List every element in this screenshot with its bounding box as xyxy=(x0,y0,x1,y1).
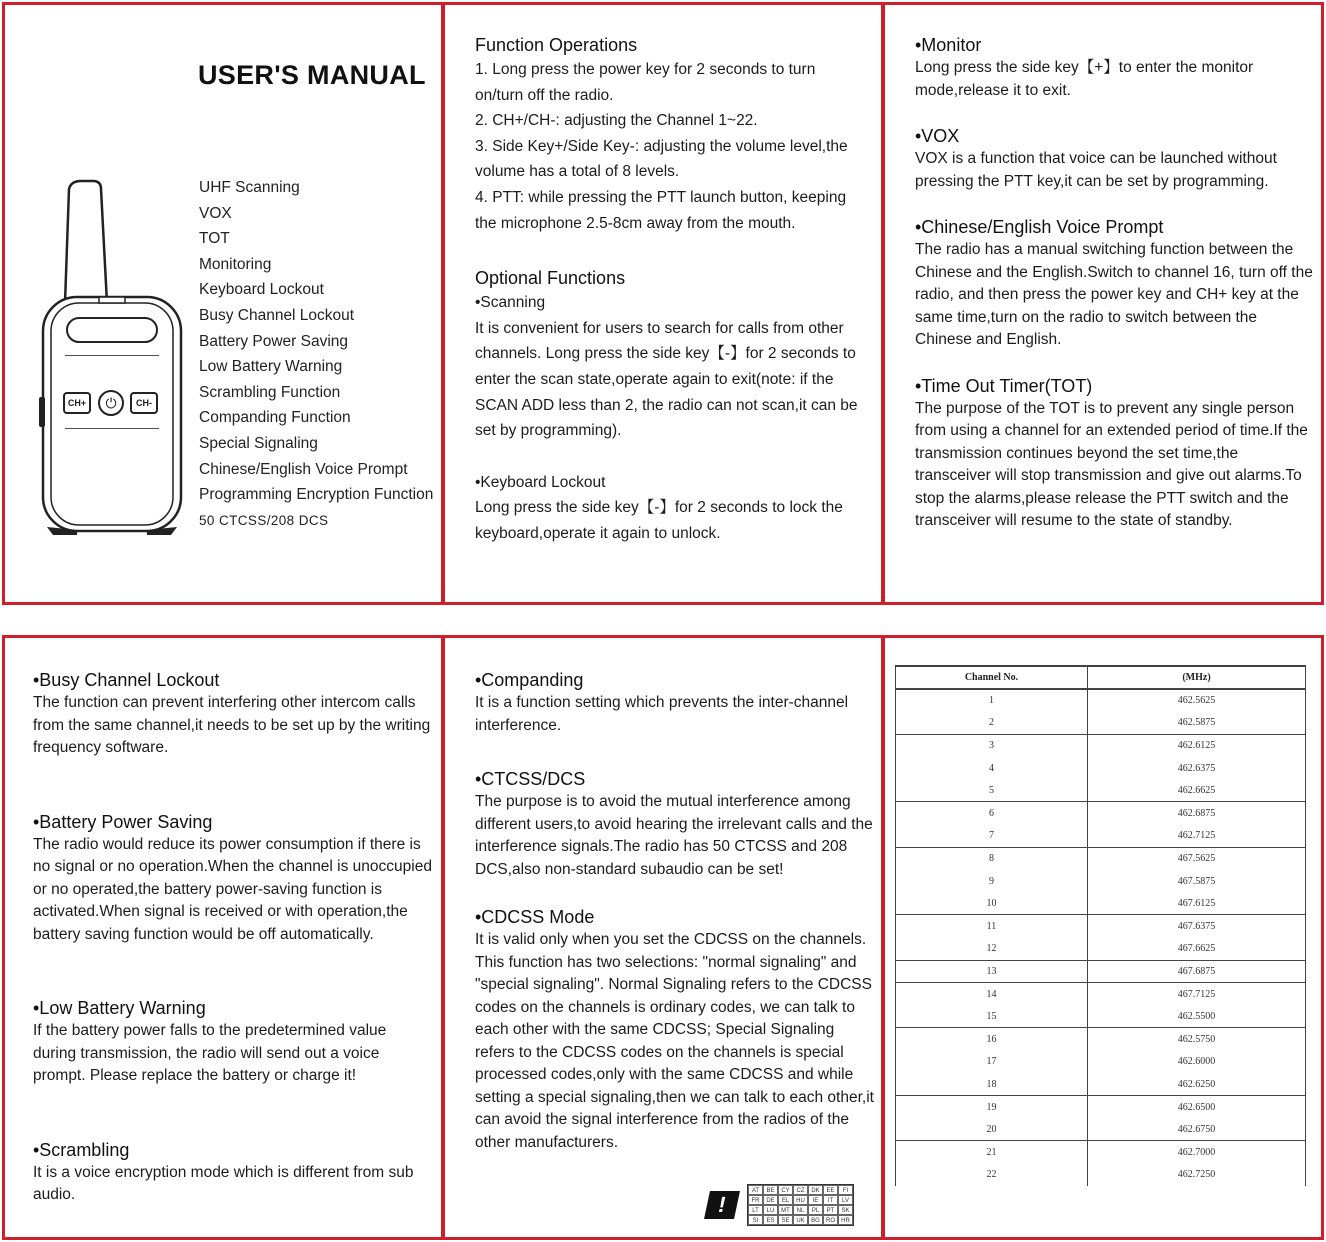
frequency-cell: 462.6250 xyxy=(1088,1073,1306,1096)
features-panel-c xyxy=(442,635,884,1240)
table-row xyxy=(896,802,1306,825)
channel-cell: 13 xyxy=(896,960,1088,983)
frequency-cell: 462.7250 xyxy=(1177,1169,1216,1181)
country-code: SI xyxy=(748,1215,763,1225)
features-panel-b xyxy=(2,635,444,1240)
country-code: BG xyxy=(808,1215,823,1225)
channel-cell: 5 xyxy=(896,779,1088,802)
scanning-title: •Scanning xyxy=(475,294,546,312)
country-code: EL xyxy=(778,1195,793,1205)
channel-cell: 9 xyxy=(896,870,1088,893)
battery-saving-text: The radio would reduce its power consumption if there is no signal or no operation.When the channel is unoccupied or no operated,the battery power-saving function is activated.When signal is received or with operation,the battery saving function would be off automatically. xyxy=(33,835,432,943)
channel-cell: 21 xyxy=(896,1141,1088,1164)
feature-item: Keyboard Lockout xyxy=(199,281,324,299)
ctcss-title: •CTCSS/DCS xyxy=(475,769,586,789)
feature-item: Programming Encryption Function xyxy=(199,486,434,504)
table-row xyxy=(896,825,1306,848)
tot-title: •Time Out Timer(TOT) xyxy=(915,375,1093,396)
ctcss-text: The purpose is to avoid the mutual interference among different users,to avoid hearing the irrelevant calls and the interference signals.The radio has 50 CTCSS and 208 DCS,also non-standard subaudio can be set! xyxy=(475,793,873,878)
frequency-cell: 462.6625 xyxy=(1088,779,1306,802)
feature-item: Special Signaling xyxy=(199,434,318,452)
vox-title: •VOX xyxy=(915,126,960,146)
channel-cell: 11 xyxy=(896,915,1088,938)
scanning-text: It is convenient for users to search for calls from other channels. Long press the side key【-】for 2 seconds to enter the scan state,operate again to exit(note: if the SCAN ADD less than 2, the radio can not scan,it can be set by programming). xyxy=(475,319,858,440)
country-code: CZ xyxy=(793,1185,808,1195)
tot-text: The purpose of the TOT is to prevent any single person from using a channel for an extended period of time.If the transmission continues beyond the set time,the transceiver will stop transmission and give out alarms.To stop the alarms,please release the PTT switch and the transceiver will resume to the state of standby. xyxy=(915,399,1308,529)
channel-cell: 2 xyxy=(896,712,1088,735)
table-row xyxy=(896,712,1306,735)
frequency-cell: 462.6000 xyxy=(1177,1056,1216,1068)
voice-prompt-title: •Chinese/English Voice Prompt xyxy=(915,217,1164,237)
frequency-cell: 467.6875 xyxy=(1088,960,1306,983)
feature-item: Scrambling Function xyxy=(199,383,341,401)
feature-item: Battery Power Saving xyxy=(199,332,349,350)
frequency-cell: 462.5625 xyxy=(1177,695,1216,707)
scrambling-text: It is a voice encryption mode which is different from sub audio. xyxy=(33,1163,414,1203)
frequency-cell: 462.6500 xyxy=(1177,1101,1216,1113)
feature-item: Monitoring xyxy=(199,255,272,273)
table-row xyxy=(896,1141,1306,1164)
monitor-title: •Monitor xyxy=(915,35,982,55)
table-row xyxy=(896,960,1306,983)
frequency-cell: 467.5625 xyxy=(1177,853,1216,865)
feature-item: Low Battery Warning xyxy=(199,358,343,376)
function-operations-panel xyxy=(442,2,884,605)
channel-cell: 8 xyxy=(896,847,1088,870)
low-battery-title: •Low Battery Warning xyxy=(33,998,206,1018)
country-code: EE xyxy=(823,1185,838,1195)
monitor-text: Long press the side key【+】to enter the monitor mode,release it to exit. xyxy=(915,59,1254,99)
country-code: FR xyxy=(748,1195,763,1205)
feature-item: Chinese/English Voice Prompt xyxy=(199,460,408,478)
companding-text: It is a function setting which prevents the inter-channel interference. xyxy=(475,694,849,734)
country-code: BE xyxy=(763,1185,778,1195)
table-row xyxy=(896,1028,1306,1051)
vox-text: VOX is a function that voice can be launched without pressing the PTT key,it can be set by programming. xyxy=(915,150,1277,190)
frequency-column-header: (MHz) xyxy=(1088,666,1306,689)
table-row xyxy=(896,1073,1306,1096)
frequency-cell: 467.6375 xyxy=(1177,920,1216,932)
table-row xyxy=(896,1163,1306,1186)
frequency-cell: 462.6125 xyxy=(1177,740,1216,752)
table-row xyxy=(896,1051,1306,1074)
country-code: RO xyxy=(823,1215,838,1225)
channel-cell: 18 xyxy=(896,1073,1088,1096)
channel-frequency-table xyxy=(895,665,1306,1186)
ch-down-button: CH- xyxy=(130,392,158,414)
keyboard-lockout-title: •Keyboard Lockout xyxy=(475,473,606,491)
channel-cell: 3 xyxy=(896,734,1088,757)
frequency-cell: 467.5875 xyxy=(1177,875,1216,887)
country-code: HR xyxy=(838,1215,853,1225)
optional-functions-heading: Optional Functions xyxy=(475,268,626,289)
channel-cell: 12 xyxy=(896,938,1088,961)
voice-prompt-text: The radio has a manual switching function between the Chinese and the English.Switch to channel 16, turn off the radio, and then press the power key and CH+ key at the same time,turn on the radio to switch between the Chinese and English. xyxy=(915,241,1313,348)
channel-cell: 10 xyxy=(896,892,1088,915)
frequency-cell: 462.6750 xyxy=(1088,1118,1306,1141)
table-row xyxy=(896,1005,1306,1028)
channel-cell: 7 xyxy=(896,825,1088,848)
country-code: AT xyxy=(748,1185,763,1195)
table-row xyxy=(896,983,1306,1006)
table-row xyxy=(896,734,1306,757)
table-row xyxy=(896,757,1306,780)
feature-list xyxy=(199,175,433,533)
country-code: UK xyxy=(793,1215,808,1225)
channel-cell: 6 xyxy=(896,802,1088,825)
frequency-cell: 462.5500 xyxy=(1088,1005,1306,1028)
country-code: SE xyxy=(778,1215,793,1225)
frequency-cell: 462.6875 xyxy=(1177,808,1216,820)
channel-cell: 19 xyxy=(896,1096,1088,1119)
channel-cell: 15 xyxy=(896,1005,1088,1028)
table-row xyxy=(896,1096,1306,1119)
country-code: LU xyxy=(763,1205,778,1215)
frequency-cell: 462.7000 xyxy=(1177,1146,1216,1158)
country-code: LV xyxy=(838,1195,853,1205)
table-row xyxy=(896,779,1306,802)
feature-item: 50 CTCSS/208 DCS xyxy=(199,512,329,528)
cdcss-text: It is valid only when you set the CDCSS on the channels. This function has two selections: "normal signaling" and "special signaling". Normal Signaling refers to the CDCSS codes on the channels is ordinary codes, we can talk to each other with the same CDCSS; Special Signaling refers to the CDCSS codes on the channels is special processed codes,only with the same CDCSS and while setting a special signaling,then we can talk to each other,it can avoid the signal interference from the radios of the other manufacturers. xyxy=(475,931,874,1151)
feature-item: TOT xyxy=(199,230,230,248)
table-row xyxy=(896,915,1306,938)
table-row xyxy=(896,1118,1306,1141)
channel-cell: 1 xyxy=(896,689,1088,712)
channel-cell: 16 xyxy=(896,1028,1088,1051)
channel-cell: 17 xyxy=(896,1051,1088,1074)
compliance-marks xyxy=(707,1184,854,1226)
warning-icon: ! xyxy=(704,1191,740,1219)
table-row xyxy=(896,847,1306,870)
country-code: NL xyxy=(793,1205,808,1215)
channel-cell: 22 xyxy=(896,1163,1088,1186)
country-code: IE xyxy=(808,1195,823,1205)
busy-channel-title: •Busy Channel Lockout xyxy=(33,670,220,690)
country-code: LT xyxy=(748,1205,763,1215)
function-op-item: 3. Side Key+/Side Key-: adjusting the volume level,the volume has a total of 8 levels. xyxy=(475,137,848,181)
country-code: MT xyxy=(778,1205,793,1215)
channel-cell: 20 xyxy=(896,1118,1088,1141)
country-code: PT xyxy=(823,1205,838,1215)
manual-title: USER'S MANUAL xyxy=(198,60,426,90)
function-op-item: 4. PTT: while pressing the PTT launch button, keeping the microphone 2.5-8cm away from the mouth. xyxy=(475,188,847,232)
country-code: SK xyxy=(838,1205,853,1215)
country-code: DK xyxy=(808,1185,823,1195)
channel-column-header: Channel No. xyxy=(896,666,1088,689)
table-row xyxy=(896,689,1306,712)
country-code-grid xyxy=(747,1184,854,1226)
channel-cell: 14 xyxy=(896,983,1088,1006)
country-code: IT xyxy=(823,1195,838,1205)
channel-cell: 4 xyxy=(896,757,1088,780)
table-row xyxy=(896,938,1306,961)
function-op-item: 2. CH+/CH-: adjusting the Channel 1~22. xyxy=(475,112,758,130)
cdcss-title: •CDCSS Mode xyxy=(475,907,595,927)
power-icon: ⏻ xyxy=(98,390,124,416)
function-op-item: 1. Long press the power key for 2 seconds to turn on/turn off the radio. xyxy=(475,61,816,104)
country-code: FI xyxy=(838,1185,853,1195)
frequency-cell: 467.6625 xyxy=(1088,938,1306,961)
country-code: CY xyxy=(778,1185,793,1195)
low-battery-text: If the battery power falls to the predetermined value during transmission, the radio will send out a voice prompt. Please replace the battery or charge it! xyxy=(33,1022,387,1084)
country-code: ES xyxy=(763,1215,778,1225)
battery-saving-title: •Battery Power Saving xyxy=(33,811,213,832)
feature-item: UHF Scanning xyxy=(199,179,300,196)
frequency-cell: 462.6375 xyxy=(1177,762,1216,774)
channel-table-panel xyxy=(882,635,1324,1240)
ch-up-button: CH+ xyxy=(63,392,91,414)
companding-title: •Companding xyxy=(475,670,584,690)
table-row xyxy=(896,870,1306,893)
frequency-cell: 462.5750 xyxy=(1177,1033,1216,1045)
frequency-cell: 462.7125 xyxy=(1088,825,1306,848)
scrambling-title: •Scrambling xyxy=(33,1139,130,1160)
function-ops-heading: Function Operations xyxy=(475,35,638,55)
table-row xyxy=(896,892,1306,915)
busy-channel-text: The function can prevent interfering other intercom calls from the same channel,it needs to be set up by the writing frequency software. xyxy=(33,694,431,756)
cover-panel xyxy=(2,2,444,605)
frequency-cell: 462.5875 xyxy=(1088,712,1306,735)
features-panel-a xyxy=(882,2,1324,605)
feature-item: Busy Channel Lockout xyxy=(199,306,355,324)
country-code: PL xyxy=(808,1205,823,1215)
country-code: HU xyxy=(793,1195,808,1205)
feature-item: VOX xyxy=(199,204,232,222)
country-code: DE xyxy=(763,1195,778,1205)
frequency-cell: 467.6125 xyxy=(1088,892,1306,915)
radio-illustration xyxy=(37,175,187,545)
keyboard-lockout-text: Long press the side key【-】for 2 seconds to lock the keyboard,operate it again to unlock. xyxy=(475,499,843,542)
frequency-cell: 467.7125 xyxy=(1177,988,1216,1000)
feature-item: Companding Function xyxy=(199,409,351,427)
